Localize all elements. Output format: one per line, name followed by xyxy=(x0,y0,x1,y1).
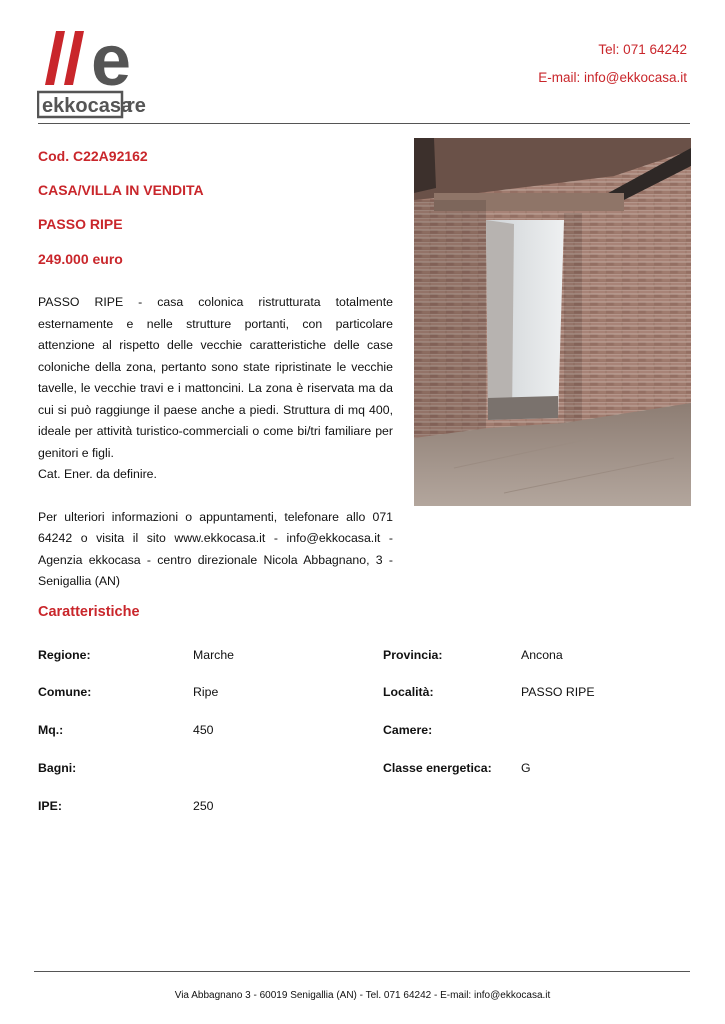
feature-label: Bagni: xyxy=(38,761,77,775)
listing-code: Cod. C22A92162 xyxy=(38,148,148,164)
energy-note: Cat. Ener. da definire. xyxy=(38,467,157,481)
features-title: Caratteristiche xyxy=(38,604,140,620)
listing-type: CASA/VILLA IN VENDITA xyxy=(38,182,204,198)
feature-label: Località: xyxy=(383,685,434,699)
listing-description-block xyxy=(38,292,393,593)
feature-label: Regione: xyxy=(38,648,91,662)
feature-label: Camere: xyxy=(383,723,433,737)
ekkocasa-logo xyxy=(37,27,155,119)
logo-mark: e xyxy=(91,27,132,101)
feature-value: PASSO RIPE xyxy=(521,685,595,699)
listing-price: 249.000 euro xyxy=(38,251,123,267)
feature-value: Marche xyxy=(193,648,235,662)
feature-row xyxy=(38,648,688,668)
footer-address: Via Abbagnano 3 - 60019 Senigallia (AN) - Tel. 071 64242 - E-mail: info@ekkocasa.it xyxy=(174,990,551,1001)
header-divider xyxy=(38,123,690,124)
feature-value: Ancona xyxy=(521,648,563,662)
property-photo xyxy=(414,138,691,506)
header-email[interactable]: E-mail: info@ekkocasa.it xyxy=(538,70,687,85)
feature-label: Provincia: xyxy=(383,648,443,662)
footer-divider xyxy=(34,971,690,972)
feature-row xyxy=(38,685,688,705)
feature-row xyxy=(38,799,688,819)
listing-place: PASSO RIPE xyxy=(38,216,123,232)
feature-label: Mq.: xyxy=(38,723,64,737)
feature-label: Classe energetica: xyxy=(383,761,492,775)
feature-value: Ripe xyxy=(193,685,219,699)
feature-value: 250 xyxy=(193,799,214,813)
logo-suffix: re xyxy=(127,95,146,117)
contact-info: Per ulteriori informazioni o appuntamenti, telefonare allo 071 64242 o visita il sito www.ekkocasa.it - info@ekkocasa.it - Agenzia ekkocasa - centro direzionale Nicola Abbagnano, 3 - Senigallia (AN) xyxy=(38,509,393,588)
feature-value: 450 xyxy=(193,723,214,737)
header-contact xyxy=(538,36,687,92)
logo-text: ekkocasa xyxy=(42,95,133,117)
feature-label: Comune: xyxy=(38,685,92,699)
feature-row xyxy=(38,761,688,781)
feature-value: G xyxy=(521,761,531,775)
feature-row xyxy=(38,723,688,743)
header-phone[interactable]: Tel: 071 64242 xyxy=(598,42,687,57)
listing-description: PASSO RIPE - casa colonica ristrutturata totalmente esternamente e nelle strutture portanti, con particolare attenzione al rispetto delle vecchie caratteristiche delle case coloniche della zona, pertanto sono state ripristinate le vecchie tavelle, le vecchie travi e i mattoncini. La zona è riservata ma da cui si può raggiunge il paese anche a piedi. Struttura di mq 400, ideale per attività turistico-commerciali o come bi/tri familiare per genitori e figli. xyxy=(38,295,393,460)
feature-label: IPE: xyxy=(38,799,62,813)
